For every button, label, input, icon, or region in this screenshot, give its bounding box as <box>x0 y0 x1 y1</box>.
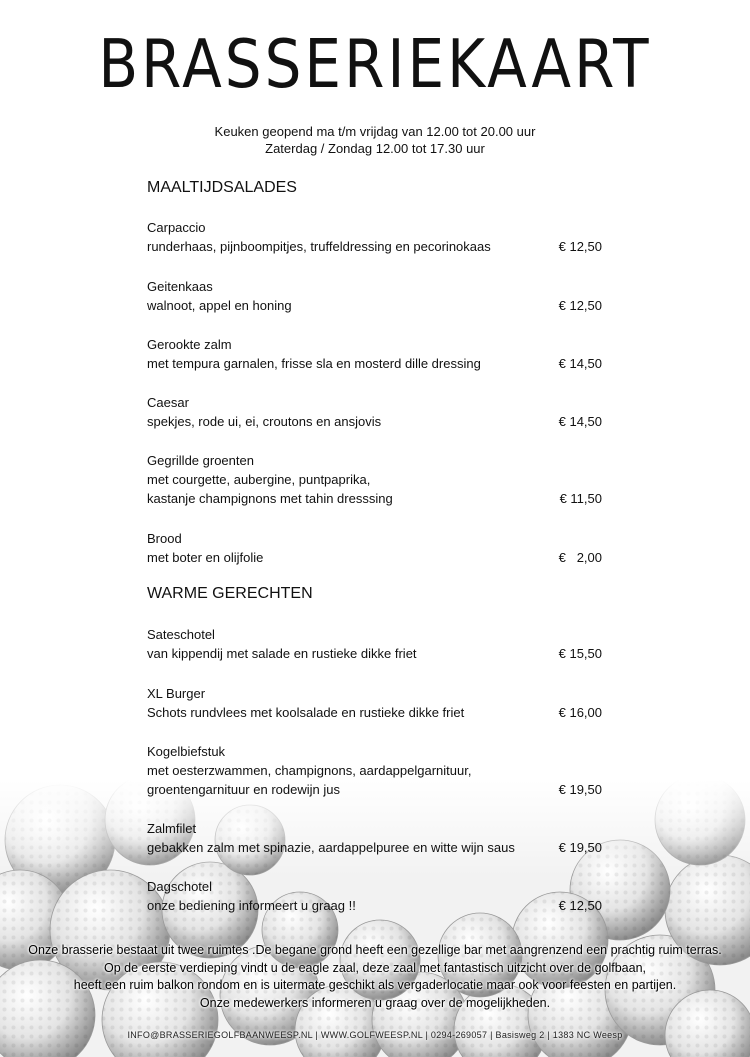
menu-item-description: met boter en olijfolie <box>147 550 264 565</box>
menu-item-price: € 12,50 <box>558 298 602 313</box>
section-title-maaltijdsalades: MAALTIJDSALADES <box>147 179 297 196</box>
menu-item-description: groentengarnituur en rodewijn jus <box>147 782 340 797</box>
menu-item-name: XL Burger <box>147 686 206 701</box>
menu-item-name: Carpaccio <box>147 220 206 235</box>
description-line: Op de eerste verdieping vindt u de eagle zaal, deze zaal met fantastisch uitzicht over de golfbaan, <box>104 960 646 975</box>
opening-hours-weekend: Zaterdag / Zondag 12.00 tot 17.30 uur <box>265 141 485 156</box>
menu-item <box>147 277 607 315</box>
menu-item-description: Schots rundvlees met koolsalade en rustieke dikke friet <box>147 705 465 720</box>
menu-item-description: gebakken zalm met spinazie, aardappelpuree en witte wijn saus <box>147 840 515 855</box>
menu-item-description: runderhaas, pijnboompitjes, truffeldressing en pecorinokaas <box>147 239 491 254</box>
menu-item-description: met courgette, aubergine, puntpaprika, <box>147 472 371 487</box>
page-title: BRASSERIEKAART <box>98 24 652 104</box>
menu-item-description: onze bediening informeert u graag !! <box>147 898 356 913</box>
menu-item <box>147 877 607 915</box>
menu-item <box>147 625 607 663</box>
description-line: Onze brasserie bestaat uit twee ruimtes .De begane grond heeft een gezellige bar met aangrenzend een prachtig ruim terras. <box>28 943 722 957</box>
menu-item-description: met oesterzwammen, champignons, aardappelgarnituur, <box>147 763 472 778</box>
menu-item <box>147 335 607 373</box>
section-title-warme-gerechten: WARME GERECHTEN <box>147 585 313 602</box>
menu-item <box>147 451 607 508</box>
menu-item-price: € 16,00 <box>558 705 602 720</box>
menu-item-name: Geitenkaas <box>147 279 213 294</box>
menu-item <box>147 684 607 722</box>
description-line: heeft een ruim balkon rondom en is uitermate geschikt als vergaderlocatie maar ook voor feesten en partijen. <box>73 978 677 992</box>
contact-info: INFO@BRASSERIEGOLFBAANWEESP.NL | WWW.GOLFWEESP.NL | 0294-269057 | Basisweg 2 | 1383 NC Weesp <box>127 1030 623 1040</box>
menu-item-description: van kippendij met salade en rustieke dikke friet <box>147 646 417 661</box>
menu-item-description: kastanje champignons met tahin dresssing <box>147 491 393 506</box>
menu-item-price: € 12,50 <box>558 898 602 913</box>
menu-item-name: Kogelbiefstuk <box>147 744 226 759</box>
menu-item-price: € 2,00 <box>558 550 602 565</box>
opening-hours <box>0 123 750 157</box>
menu-item-name: Caesar <box>147 395 189 410</box>
menu-item-name: Gerookte zalm <box>147 337 232 352</box>
description-line: Onze medewerkers informeren u graag over de mogelijkheden. <box>199 995 551 1010</box>
opening-hours-weekdays: Keuken geopend ma t/m vrijdag van 12.00 tot 20.00 uur <box>214 124 536 139</box>
menu-item-name: Brood <box>147 531 182 546</box>
brasserie-description <box>0 942 750 1012</box>
menu-item-name: Gegrillde groenten <box>147 453 254 468</box>
menu-item-price: € 11,50 <box>559 491 602 506</box>
menu-item <box>147 218 607 256</box>
menu-item-name: Dagschotel <box>147 879 213 894</box>
menu-item-description: walnoot, appel en honing <box>147 298 292 313</box>
menu-item-price: € 19,50 <box>558 782 602 797</box>
menu-item-description: spekjes, rode ui, ei, croutons en ansjovis <box>147 414 382 429</box>
menu-item-price: € 19,50 <box>558 840 602 855</box>
menu-item-description: met tempura garnalen, frisse sla en mosterd dille dressing <box>147 356 481 371</box>
menu-item-price: € 15,50 <box>558 646 602 661</box>
menu-item-price: € 12,50 <box>558 239 602 254</box>
menu-item <box>147 393 607 431</box>
menu-item <box>147 529 607 567</box>
menu-item-name: Sateschotel <box>147 627 215 642</box>
menu-item <box>147 742 607 799</box>
menu-item-price: € 14,50 <box>558 414 602 429</box>
menu-item <box>147 819 607 857</box>
menu-item-price: € 14,50 <box>558 356 602 371</box>
menu-item-name: Zalmfilet <box>147 821 197 836</box>
